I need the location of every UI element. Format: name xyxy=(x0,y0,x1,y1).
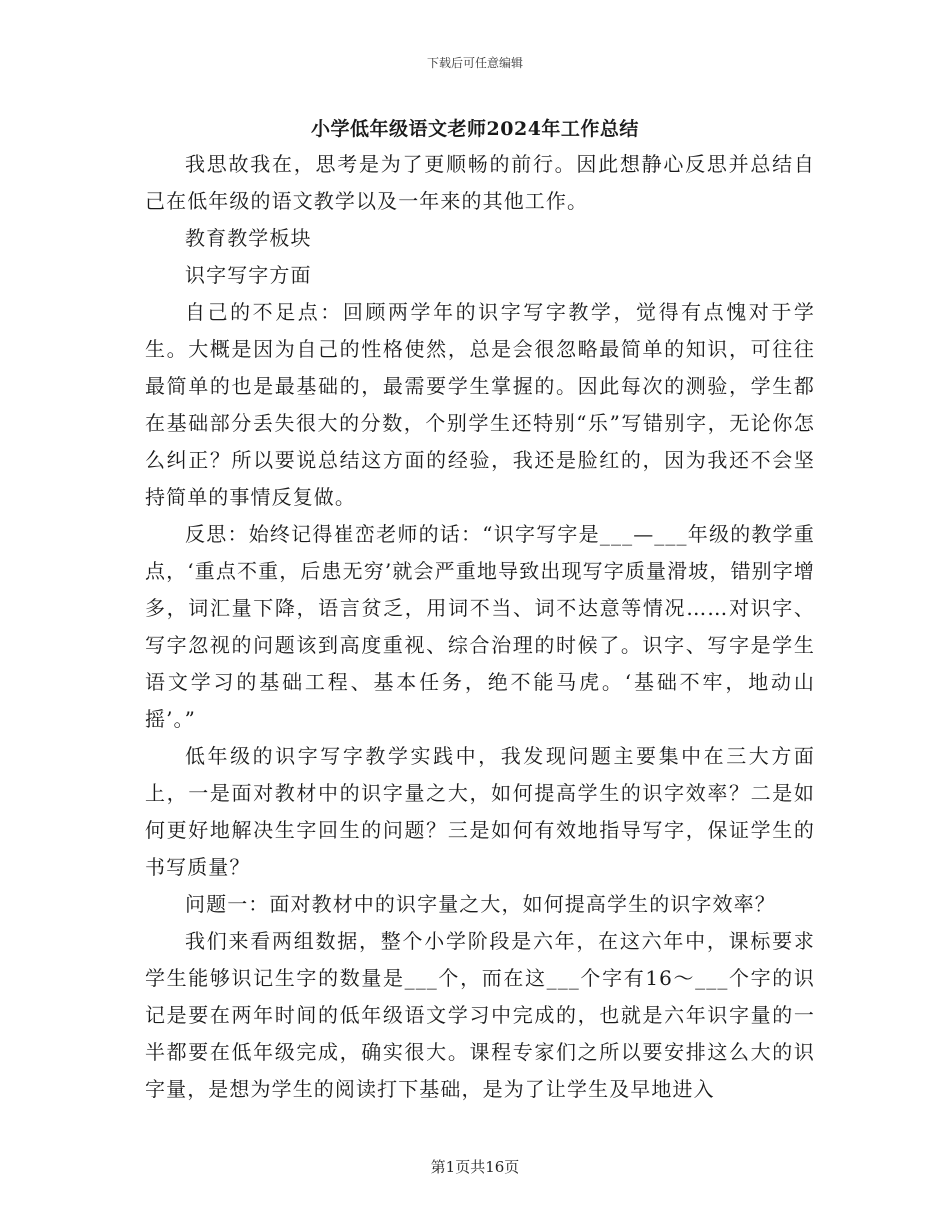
paragraph-reflection: 反思：始终记得崔峦老师的话：“识字写字是___—___年级的教学重点，‘重点不重，后患无穷’就会严重地导致出现写字质量滑坡，错别字增多，词汇量下降，语言贫乏，用词不当、词不达意等情况……对识字、写字忽视的问题该到高度重视、综合治理的时候了。识字、写字是学生语文学习的基础工程、基本任务，绝不能马虎。‘基础不牢，地动山摇’。” xyxy=(145,522,815,731)
paragraph-data-analysis: 我们来看两组数据，整个小学阶段是六年，在这六年中，课标要求学生能够识记生字的数量是___个，而在这___个字有16～___个字的识记是要在两年时间的低年级语文学习中完成的，也就是六年识字量的一半都要在低年级完成，确实很大。课程专家们之所以要安排这么大的识字量，是想为学生的阅读打下基础，是为了让学生及早地进入 xyxy=(145,929,815,1101)
paragraph-problems-overview: 低年级的识字写字教学实践中，我发现问题主要集中在三大方面上，一是面对教材中的识字量之大，如何提高学生的识字效率？二是如何更好地解决生字回生的问题？三是如何有效地指导写字，保证学生的书写质量？ xyxy=(145,744,815,879)
section-heading-education: 教育教学板块 xyxy=(185,226,312,250)
document-body xyxy=(145,146,815,1108)
subsection-heading-literacy: 识字写字方面 xyxy=(185,263,312,287)
page-footer: 第1页共16页 xyxy=(430,1158,520,1176)
paragraph-problem-one: 问题一：面对教材中的识字量之大，如何提高学生的识字效率？ xyxy=(185,892,776,916)
paragraph-intro: 我思故我在，思考是为了更顺畅的前行。因此想静心反思并总结自己在低年级的语文教学以及一年来的其他工作。 xyxy=(145,152,815,213)
document-title: 小学低年级语文老师2024年工作总结 xyxy=(311,118,639,140)
paragraph-shortcomings: 自己的不足点：回顾两学年的识字写字教学，觉得有点愧对于学生。大概是因为自己的性格使然，总是会很忽略最简单的知识，可往往最简单的也是最基础的，最需要学生掌握的。因此每次的测验，学生都在基础部分丢失很大的分数，个别学生还特别“乐”写错别字，无论你怎么纠正？所以要说总结这方面的经验，我还是脸红的，因为我还不会坚持简单的事情反复做。 xyxy=(145,300,815,509)
header-note: 下载后可任意编辑 xyxy=(426,56,523,70)
